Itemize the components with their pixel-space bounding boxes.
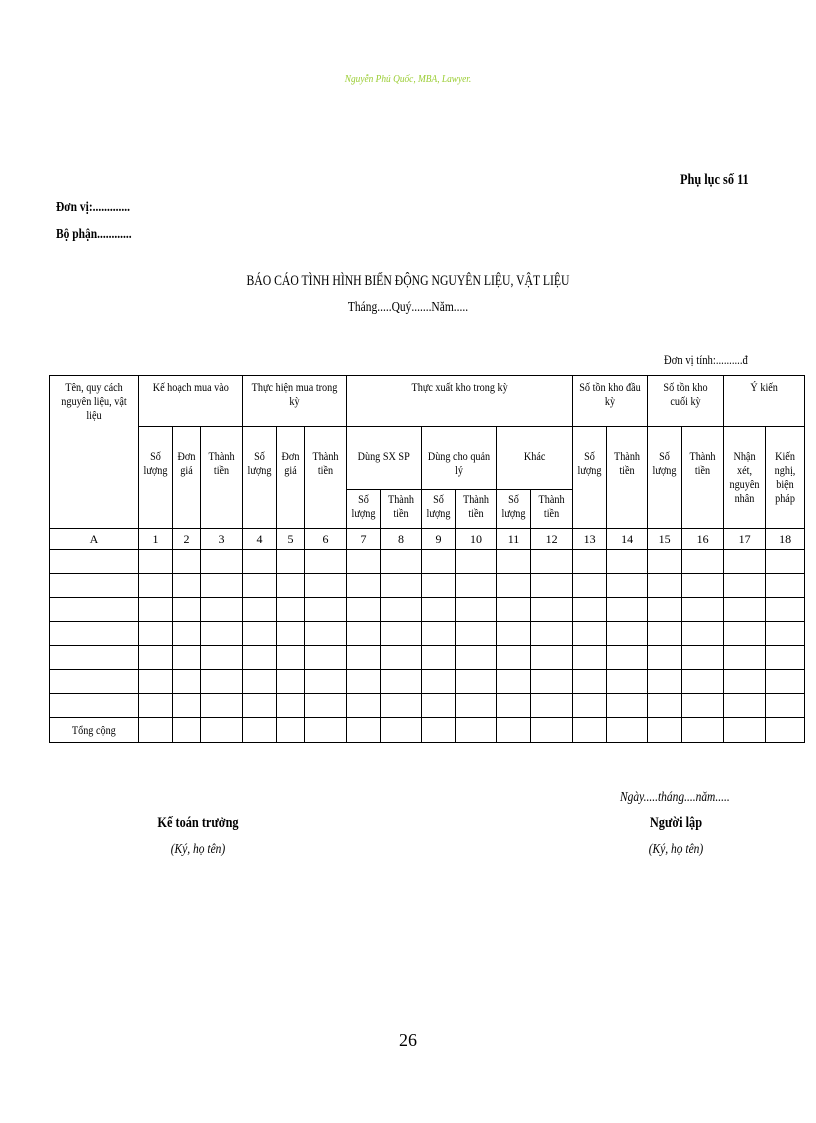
currency-unit: Đơn vị tính:..........đ <box>664 352 748 367</box>
table-cell[interactable] <box>648 718 682 743</box>
closing-amount-header: Thành tiền <box>689 449 716 477</box>
issue-group-cell <box>347 376 573 427</box>
table-cell[interactable] <box>724 598 766 622</box>
production-subgroup-cell <box>347 427 422 490</box>
opening-group-cell <box>573 376 648 427</box>
table-cell[interactable] <box>422 646 456 670</box>
table-cell[interactable] <box>497 598 531 622</box>
total-row <box>50 718 805 743</box>
table-row <box>50 646 805 670</box>
col-number: 4 <box>243 529 277 550</box>
production-amount-cell <box>381 490 422 529</box>
table-cell[interactable] <box>381 694 422 718</box>
table-cell[interactable] <box>277 646 305 670</box>
table-cell[interactable] <box>456 574 497 598</box>
other-qty-header: Số lượng <box>501 492 526 520</box>
table-cell[interactable] <box>243 550 277 574</box>
table-cell[interactable] <box>497 574 531 598</box>
table-cell[interactable] <box>422 598 456 622</box>
table-cell[interactable] <box>607 598 648 622</box>
table-cell[interactable] <box>201 550 243 574</box>
opening-amount-header: Thành tiền <box>614 449 641 477</box>
table-cell[interactable] <box>531 670 573 694</box>
table-cell[interactable] <box>243 574 277 598</box>
table-cell[interactable] <box>139 646 173 670</box>
opening-qty-cell <box>573 427 607 529</box>
col-number: 12 <box>531 529 573 550</box>
table-cell[interactable] <box>766 550 805 574</box>
table-cell[interactable] <box>573 622 607 646</box>
table-cell[interactable] <box>243 694 277 718</box>
table-cell[interactable] <box>456 622 497 646</box>
table-cell[interactable] <box>277 550 305 574</box>
table-cell[interactable] <box>456 694 497 718</box>
table-cell[interactable] <box>305 718 347 743</box>
table-cell[interactable] <box>305 550 347 574</box>
table-cell[interactable] <box>305 694 347 718</box>
table-cell[interactable] <box>573 718 607 743</box>
actual-qty-header: Số lượng <box>247 449 272 477</box>
table-cell[interactable] <box>277 718 305 743</box>
table-cell[interactable] <box>173 622 201 646</box>
other-amount-header: Thành tiền <box>538 492 565 520</box>
table-cell[interactable] <box>648 622 682 646</box>
total-label-text: Tổng cộng <box>72 723 116 737</box>
other-subgroup-header: Khác <box>523 449 546 463</box>
table-cell[interactable] <box>456 646 497 670</box>
table-cell[interactable] <box>766 670 805 694</box>
data-rows <box>50 550 805 718</box>
name-header-cell <box>50 376 139 529</box>
table-cell[interactable] <box>573 598 607 622</box>
table-cell[interactable] <box>648 598 682 622</box>
closing-qty-cell <box>648 427 682 529</box>
other-amount-cell <box>531 490 573 529</box>
col-number: 15 <box>648 529 682 550</box>
management-qty-header: Số lượng <box>426 492 451 520</box>
table-cell[interactable] <box>277 622 305 646</box>
table-cell[interactable] <box>766 646 805 670</box>
table-cell[interactable] <box>243 598 277 622</box>
col-number: 10 <box>456 529 497 550</box>
table-row <box>50 694 805 718</box>
table-cell[interactable] <box>139 694 173 718</box>
production-qty-header: Số lượng <box>351 492 376 520</box>
table-cell[interactable] <box>277 670 305 694</box>
table-cell[interactable] <box>381 646 422 670</box>
table-cell[interactable] <box>305 670 347 694</box>
opening-qty-header: Số lượng <box>577 449 602 477</box>
table-cell[interactable] <box>173 670 201 694</box>
table-cell[interactable] <box>648 574 682 598</box>
page-number: 26 <box>399 1030 417 1050</box>
table-cell[interactable] <box>381 670 422 694</box>
table-cell[interactable] <box>139 670 173 694</box>
col-number: 11 <box>497 529 531 550</box>
plan-group-header: Kế hoạch mua vào <box>152 380 229 394</box>
table-cell[interactable] <box>305 622 347 646</box>
table-cell[interactable] <box>243 670 277 694</box>
table-cell[interactable] <box>682 694 724 718</box>
chief-accountant-title: Kế toán trưởng <box>157 815 239 831</box>
table-cell[interactable] <box>347 622 381 646</box>
table-cell[interactable] <box>607 622 648 646</box>
table-cell[interactable] <box>497 670 531 694</box>
report-period: Tháng.....Quý.......Năm..... <box>347 300 469 315</box>
table-cell[interactable] <box>50 622 139 646</box>
col-number: 3 <box>201 529 243 550</box>
table-cell[interactable] <box>347 670 381 694</box>
table-cell[interactable] <box>139 718 173 743</box>
plan-amount-cell <box>201 427 243 529</box>
proposal-header: Kiến nghị, biện pháp <box>774 449 796 505</box>
table-cell[interactable] <box>201 718 243 743</box>
table-cell[interactable] <box>422 550 456 574</box>
table-cell[interactable] <box>173 598 201 622</box>
table-row <box>50 598 805 622</box>
col-number: 2 <box>173 529 201 550</box>
table-cell[interactable] <box>607 670 648 694</box>
table-cell[interactable] <box>139 574 173 598</box>
table-cell[interactable] <box>173 574 201 598</box>
table-row <box>50 550 805 574</box>
table-cell[interactable] <box>201 574 243 598</box>
header-row-columns <box>50 427 805 490</box>
table-cell[interactable] <box>531 646 573 670</box>
production-qty-cell <box>347 490 381 529</box>
table-cell[interactable] <box>724 646 766 670</box>
actual-amount-header: Thành tiền <box>312 449 339 477</box>
table-cell[interactable] <box>201 598 243 622</box>
comment-header: Nhận xét, nguyên nhân <box>729 449 760 505</box>
table-row <box>50 622 805 646</box>
table-cell[interactable] <box>497 622 531 646</box>
production-amount-header: Thành tiền <box>388 492 415 520</box>
table-row <box>50 670 805 694</box>
table-cell[interactable] <box>50 646 139 670</box>
table-cell[interactable] <box>201 670 243 694</box>
table-cell[interactable] <box>201 622 243 646</box>
table-cell[interactable] <box>50 598 139 622</box>
closing-amount-cell <box>682 427 724 529</box>
table-cell[interactable] <box>682 622 724 646</box>
table-cell[interactable] <box>50 550 139 574</box>
col-number: 5 <box>277 529 305 550</box>
table-cell[interactable] <box>381 574 422 598</box>
table-cell[interactable] <box>682 550 724 574</box>
actual-group-header: Thực hiện mua trong kỳ <box>251 380 338 408</box>
table-row <box>50 574 805 598</box>
col-number: 6 <box>305 529 347 550</box>
table-cell[interactable] <box>305 574 347 598</box>
table-cell[interactable] <box>173 718 201 743</box>
table-cell[interactable] <box>243 646 277 670</box>
table-cell[interactable] <box>531 550 573 574</box>
plan-price-header: Đơn giá <box>177 449 196 477</box>
table-cell[interactable] <box>422 670 456 694</box>
col-number: 18 <box>766 529 805 550</box>
management-amount-cell <box>456 490 497 529</box>
table-cell[interactable] <box>347 694 381 718</box>
comment-cell <box>724 427 766 529</box>
opening-group-header: Số tồn kho đầu kỳ <box>579 380 641 408</box>
table-cell[interactable] <box>497 550 531 574</box>
table-cell[interactable] <box>766 718 805 743</box>
table-cell[interactable] <box>531 598 573 622</box>
material-report-table <box>49 375 805 743</box>
table-cell[interactable] <box>422 718 456 743</box>
table-cell[interactable] <box>305 598 347 622</box>
table-cell[interactable] <box>347 646 381 670</box>
preparer-signature-note: (Ký, họ tên) <box>648 842 704 857</box>
table-cell[interactable] <box>573 670 607 694</box>
preparer-title: Người lập <box>649 815 703 831</box>
col-number: 17 <box>724 529 766 550</box>
table-cell[interactable] <box>573 646 607 670</box>
col-number: 8 <box>381 529 422 550</box>
table-cell[interactable] <box>347 598 381 622</box>
table-cell[interactable] <box>456 550 497 574</box>
plan-amount-header: Thành tiền <box>208 449 235 477</box>
table-cell[interactable] <box>531 574 573 598</box>
table-cell[interactable] <box>648 550 682 574</box>
table-cell[interactable] <box>347 574 381 598</box>
table-cell[interactable] <box>573 550 607 574</box>
table-cell[interactable] <box>277 598 305 622</box>
column-number-row <box>50 529 805 550</box>
table-cell[interactable] <box>766 574 805 598</box>
table-cell[interactable] <box>682 646 724 670</box>
table-cell[interactable] <box>243 622 277 646</box>
table-cell[interactable] <box>497 694 531 718</box>
col-number: 13 <box>573 529 607 550</box>
table-cell[interactable] <box>724 670 766 694</box>
table-cell[interactable] <box>456 670 497 694</box>
management-subgroup-header: Dùng cho quản lý <box>427 449 491 477</box>
actual-amount-cell <box>305 427 347 529</box>
table-cell[interactable] <box>173 550 201 574</box>
table-cell[interactable] <box>766 598 805 622</box>
table-cell[interactable] <box>243 718 277 743</box>
name-header: Tên, quy cách nguyên liệu, vật liệu <box>61 380 127 422</box>
table-cell[interactable] <box>724 694 766 718</box>
col-number: A <box>50 529 139 550</box>
production-subgroup-header: Dùng SX SP <box>357 449 411 463</box>
plan-group-cell <box>139 376 243 427</box>
opening-amount-cell <box>607 427 648 529</box>
table-cell[interactable] <box>173 694 201 718</box>
table-cell[interactable] <box>607 574 648 598</box>
total-label <box>50 718 139 743</box>
table-cell[interactable] <box>682 670 724 694</box>
table-cell[interactable] <box>724 622 766 646</box>
opinion-group-header: Ý kiến <box>750 380 778 394</box>
col-number: 7 <box>347 529 381 550</box>
opinion-group-cell <box>724 376 805 427</box>
department-field: Bộ phận............ <box>56 227 132 242</box>
table-cell[interactable] <box>305 646 347 670</box>
table-cell[interactable] <box>648 694 682 718</box>
management-qty-cell <box>422 490 456 529</box>
other-subgroup-cell <box>497 427 573 490</box>
table-cell[interactable] <box>347 718 381 743</box>
table-cell[interactable] <box>497 646 531 670</box>
table-cell[interactable] <box>724 550 766 574</box>
table-cell[interactable] <box>201 694 243 718</box>
table-cell[interactable] <box>573 574 607 598</box>
issue-group-header: Thực xuất kho trong kỳ <box>411 380 508 394</box>
table-cell[interactable] <box>381 598 422 622</box>
table-cell[interactable] <box>766 622 805 646</box>
table-cell[interactable] <box>648 670 682 694</box>
management-amount-header: Thành tiền <box>463 492 490 520</box>
table-cell[interactable] <box>682 598 724 622</box>
table-cell[interactable] <box>50 694 139 718</box>
table-cell[interactable] <box>50 574 139 598</box>
table-cell[interactable] <box>381 622 422 646</box>
table-cell[interactable] <box>648 646 682 670</box>
table-cell[interactable] <box>531 718 573 743</box>
col-number: 16 <box>682 529 724 550</box>
table-cell[interactable] <box>607 550 648 574</box>
table-cell[interactable] <box>607 718 648 743</box>
table-cell[interactable] <box>422 622 456 646</box>
col-number: 9 <box>422 529 456 550</box>
table-cell[interactable] <box>682 574 724 598</box>
table-cell[interactable] <box>173 646 201 670</box>
table-cell[interactable] <box>531 694 573 718</box>
table-cell[interactable] <box>50 670 139 694</box>
table-cell[interactable] <box>139 598 173 622</box>
other-qty-cell <box>497 490 531 529</box>
col-number: 14 <box>607 529 648 550</box>
closing-group-cell <box>648 376 724 427</box>
closing-qty-header: Số lượng <box>652 449 677 477</box>
table-cell[interactable] <box>277 694 305 718</box>
table-cell[interactable] <box>139 550 173 574</box>
plan-price-cell <box>173 427 201 529</box>
table-cell[interactable] <box>277 574 305 598</box>
table-cell[interactable] <box>456 598 497 622</box>
unit-field: Đơn vị:............. <box>56 200 130 215</box>
table-cell[interactable] <box>422 574 456 598</box>
table-cell[interactable] <box>607 694 648 718</box>
table-cell[interactable] <box>381 550 422 574</box>
date-line: Ngày.....tháng....năm..... <box>620 790 730 805</box>
actual-group-cell <box>243 376 347 427</box>
plan-qty-header: Số lượng <box>143 449 168 477</box>
table-cell[interactable] <box>201 646 243 670</box>
report-title: BÁO CÁO TÌNH HÌNH BIẾN ĐỘNG NGUYÊN LIỆU, VẬT LIỆU <box>246 273 570 289</box>
plan-qty-cell <box>139 427 173 529</box>
actual-price-header: Đơn giá <box>281 449 300 477</box>
chief-accountant-signature-note: (Ký, họ tên) <box>170 842 226 857</box>
table-cell[interactable] <box>456 718 497 743</box>
table-cell[interactable] <box>381 718 422 743</box>
col-number: 1 <box>139 529 173 550</box>
table-cell[interactable] <box>422 694 456 718</box>
closing-group-header: Số tồn kho cuối kỳ <box>663 380 708 408</box>
table-cell[interactable] <box>724 718 766 743</box>
management-subgroup-cell <box>422 427 497 490</box>
table-cell[interactable] <box>347 550 381 574</box>
actual-price-cell <box>277 427 305 529</box>
proposal-cell <box>766 427 805 529</box>
header-row-groups <box>50 376 805 427</box>
table-cell[interactable] <box>682 718 724 743</box>
author-credit: Nguyễn Phú Quốc, MBA, Lawyer. <box>344 73 472 85</box>
table-cell[interactable] <box>573 694 607 718</box>
table-cell[interactable] <box>531 622 573 646</box>
table-cell[interactable] <box>497 718 531 743</box>
table-cell[interactable] <box>724 574 766 598</box>
table-cell[interactable] <box>766 694 805 718</box>
table-cell[interactable] <box>607 646 648 670</box>
actual-qty-cell <box>243 427 277 529</box>
appendix-label: Phụ lục số 11 <box>680 172 749 188</box>
table-cell[interactable] <box>139 622 173 646</box>
